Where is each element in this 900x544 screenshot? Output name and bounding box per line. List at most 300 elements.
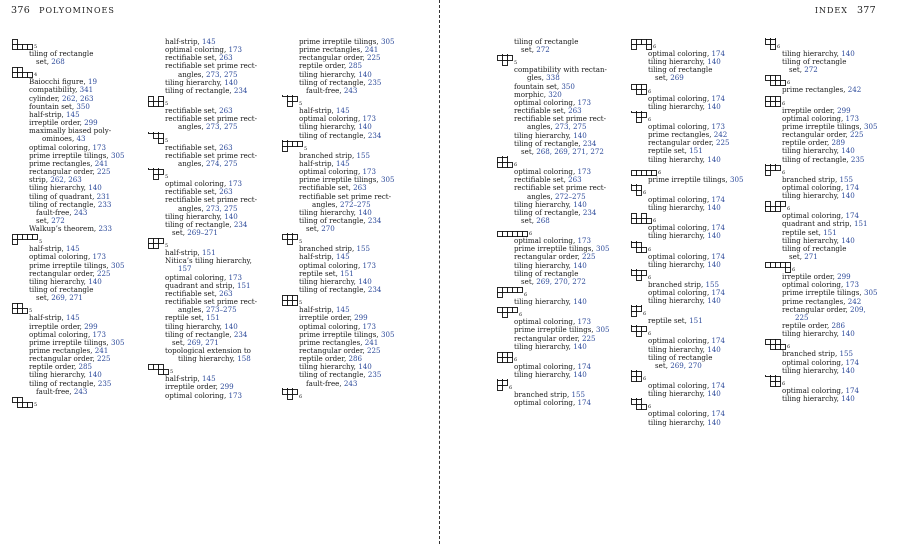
entry-term: optimal coloring, (514, 399, 578, 408)
page-reference[interactable]: 174 (845, 386, 860, 395)
page-reference[interactable]: 241 (364, 46, 379, 55)
page-reference[interactable]: 225 (367, 54, 381, 63)
page-reference[interactable]: 173 (228, 391, 243, 400)
index-entry (631, 390, 759, 398)
page-reference[interactable]: 173 (577, 98, 592, 107)
page-reference[interactable]: 286 (348, 355, 363, 364)
page-reference[interactable]: 151 (853, 220, 868, 229)
page-reference[interactable]: 269, 271 (187, 338, 219, 347)
page-reference[interactable]: 140 (358, 363, 372, 372)
page-reference[interactable]: 155 (571, 391, 586, 400)
polyomino-cell (13, 397, 18, 402)
index-entry (148, 392, 276, 400)
page-reference[interactable]: 140 (224, 322, 238, 331)
page-reference[interactable]: 268 (51, 58, 65, 67)
page-reference[interactable]: 305 (595, 245, 610, 254)
page-reference[interactable]: 285 (78, 363, 93, 372)
page-reference[interactable]: 269–271 (187, 228, 218, 237)
entry-term: reptile order, (782, 322, 832, 331)
page-reference[interactable]: 273–275 (205, 306, 237, 315)
entry-term: tiling hierarchy, (165, 78, 225, 87)
page-reference[interactable]: 299 (837, 106, 851, 115)
index-entry (12, 50, 140, 58)
page-reference[interactable]: 140 (88, 184, 102, 193)
entry-term: tiling hierarchy, (782, 395, 842, 403)
page-reference[interactable]: 234 (367, 216, 382, 225)
page-reference[interactable]: 140 (358, 123, 372, 132)
polyomino-cell (637, 112, 642, 117)
page-reference[interactable]: 263 (219, 188, 233, 197)
page-reference[interactable]: 174 (711, 195, 726, 204)
page-reference[interactable]: 242 (713, 131, 728, 140)
entry-term: reptile set, (648, 147, 690, 156)
polyomino-icon-6 (631, 213, 652, 224)
page-reference[interactable]: 158 (237, 355, 251, 364)
index-entry (497, 262, 625, 270)
page-reference[interactable]: 289 (831, 139, 846, 148)
polyomino-cell (18, 235, 23, 240)
polyomino-heading (631, 241, 759, 253)
page-reference[interactable]: 242 (847, 297, 862, 306)
page-reference[interactable]: 270 (321, 225, 335, 234)
page-reference[interactable]: 151 (206, 314, 220, 323)
polyomino-cell (159, 365, 164, 370)
polyomino-cell (18, 45, 23, 50)
index-entry (765, 212, 893, 220)
polyomino-cell (503, 61, 508, 66)
entry-term: optimal coloring, (782, 281, 846, 290)
index-subentry (12, 58, 140, 66)
page-reference[interactable]: 174 (845, 183, 860, 192)
polyomino-cell (781, 345, 786, 350)
page-reference[interactable]: 145 (202, 38, 216, 46)
page-reference[interactable]: 350 (561, 82, 575, 91)
page-reference[interactable]: 225 (795, 313, 809, 322)
page-reference[interactable]: 225 (582, 334, 596, 343)
page-reference[interactable]: 140 (841, 366, 855, 375)
polyomino-cell (149, 97, 154, 102)
page-reference[interactable]: 174 (577, 362, 592, 371)
page-reference[interactable]: 140 (707, 232, 721, 241)
page-reference[interactable]: 173 (577, 168, 592, 177)
index-entry (765, 123, 893, 131)
entry-term: prime irreptile tilings, (299, 330, 381, 339)
page-reference[interactable]: 235 (850, 155, 865, 164)
page-reference[interactable]: 151 (236, 281, 251, 290)
page-reference[interactable]: 174 (711, 224, 726, 233)
entry-term: tiling of rectangle, (165, 86, 234, 95)
page-reference[interactable]: 174 (711, 382, 726, 391)
index-entry (765, 156, 893, 164)
page-reference[interactable]: 305 (380, 176, 395, 185)
page-reference[interactable]: 341 (79, 86, 94, 95)
entry-term: prime irreptile tilings, (299, 38, 381, 46)
page-reference[interactable]: 225 (97, 269, 111, 278)
page-reference[interactable]: 140 (358, 277, 372, 286)
index-subentry (497, 278, 625, 286)
page-reference[interactable]: 140 (841, 50, 855, 58)
page-reference[interactable]: 140 (573, 371, 587, 379)
page-reference[interactable]: 231 (96, 192, 111, 201)
page-reference[interactable]: 243 (343, 379, 358, 388)
page-reference[interactable]: 174 (711, 50, 726, 58)
page-reference[interactable]: 243 (73, 387, 88, 396)
entry-term: rectifiable set, (165, 107, 220, 116)
index-entry (765, 245, 893, 253)
page-reference[interactable]: 262, 263 (61, 94, 94, 103)
polyomino-cell (498, 293, 503, 298)
polyomino-icon-6 (631, 184, 642, 196)
page-reference[interactable]: 305 (110, 338, 125, 347)
page-reference[interactable]: 173 (362, 322, 377, 331)
entry-term: prime rectangles, (782, 86, 848, 95)
page-reference[interactable]: 272 (536, 46, 550, 55)
index-entry (497, 371, 625, 379)
page-reference[interactable]: 140 (707, 418, 721, 427)
polyomino-heading (765, 38, 893, 50)
entry-term: tiling hierarchy, (299, 123, 359, 132)
page-reference[interactable]: 286 (831, 322, 846, 331)
page-reference[interactable]: 263 (219, 289, 233, 298)
page-reference[interactable]: 174 (711, 337, 726, 346)
page-reference[interactable]: 234 (582, 139, 597, 148)
page-reference[interactable]: 269, 271 (51, 294, 83, 303)
page-reference[interactable]: 145 (336, 253, 350, 262)
entry-term: reptile set, (299, 269, 341, 278)
polyomino-order-subscript: 6 (648, 274, 652, 281)
page-reference[interactable]: 140 (841, 330, 855, 339)
entry-term: tiling of rectangle, (299, 78, 368, 87)
right-page-number: 377 (856, 5, 876, 16)
page-reference[interactable]: 272–275 (554, 192, 586, 201)
page-reference[interactable]: 263 (568, 176, 582, 185)
page-reference[interactable]: 140 (841, 236, 855, 245)
page-reference[interactable]: 243 (73, 208, 88, 217)
page-reference[interactable]: 243 (343, 86, 358, 95)
page-reference[interactable]: 140 (707, 345, 721, 354)
page-reference[interactable]: 299 (220, 383, 234, 392)
page-reference[interactable]: 234 (367, 131, 382, 140)
polyomino-cell (159, 170, 164, 175)
page-reference[interactable]: 269 (670, 74, 684, 83)
page-reference[interactable]: 305 (595, 326, 610, 335)
entry-term: optimal coloring, (299, 115, 363, 124)
page-reference[interactable]: 305 (380, 330, 395, 339)
page-reference[interactable]: 235 (97, 379, 112, 388)
entry-term: half-strip, (29, 245, 67, 254)
index-entry (497, 99, 625, 107)
entry-term: reptile order, (782, 139, 832, 148)
page-reference[interactable]: 151 (340, 269, 354, 278)
page-reference[interactable]: 155 (356, 245, 371, 254)
index-continuation (497, 123, 625, 131)
page-reference[interactable]: 271 (804, 252, 818, 261)
page-reference[interactable]: 174 (577, 399, 592, 408)
page-reference[interactable]: 140 (573, 200, 587, 209)
page-reference[interactable]: 241 (364, 338, 379, 347)
page-reference[interactable]: 268, 269, 271, 272 (536, 147, 604, 156)
page-reference[interactable]: 305 (729, 175, 744, 184)
page-reference[interactable]: 145 (336, 159, 350, 168)
page-reference[interactable]: 305 (110, 151, 125, 160)
polyomino-icon-5 (148, 238, 164, 249)
page-reference[interactable]: 174 (711, 94, 726, 103)
page-reference[interactable]: 140 (841, 395, 855, 403)
index-entry (765, 350, 893, 358)
page-reference[interactable]: 235 (367, 371, 382, 380)
polyomino-cell (159, 239, 164, 244)
page-reference[interactable]: 173 (362, 261, 377, 270)
polyomino-cell (632, 400, 637, 405)
page-reference[interactable]: 19 (87, 78, 97, 87)
polyomino-cell (498, 381, 503, 386)
entry-term: optimal coloring, (299, 322, 363, 331)
page-reference[interactable]: 173 (577, 318, 592, 327)
page-reference[interactable]: 151 (823, 228, 837, 237)
index-entry (148, 221, 276, 229)
page-reference[interactable]: 173 (711, 122, 726, 131)
page-reference[interactable]: 173 (577, 237, 592, 246)
page-reference[interactable]: 305 (863, 122, 878, 131)
page-reference[interactable]: 140 (88, 277, 102, 286)
page-reference[interactable]: 299 (837, 273, 851, 282)
page-reference[interactable]: 173 (362, 115, 377, 124)
page-reference[interactable]: 299 (84, 119, 98, 128)
entry-term: optimal coloring, (648, 288, 712, 297)
polyomino-cell (498, 308, 503, 313)
page-reference[interactable]: 155 (705, 280, 720, 289)
page-reference[interactable]: 305 (380, 38, 395, 46)
polyomino-icon-6 (631, 39, 652, 50)
page-reference[interactable]: 263 (568, 107, 582, 116)
index-subentry (765, 253, 893, 261)
page-reference[interactable]: 234 (367, 286, 382, 295)
page-reference[interactable]: 269, 270 (670, 361, 702, 370)
index-column-4 (497, 38, 625, 407)
polyomino-heading (631, 269, 759, 281)
page-reference[interactable]: 262, 263 (50, 176, 82, 185)
entry-term: set, (521, 277, 537, 286)
page-reference[interactable]: 263 (219, 107, 233, 116)
page-reference[interactable]: 140 (707, 204, 721, 213)
polyomino-cell (149, 102, 154, 107)
page-reference[interactable]: 174 (711, 288, 726, 297)
page-reference[interactable]: 299 (84, 322, 98, 331)
page-reference[interactable]: 305 (863, 289, 878, 298)
page-reference[interactable]: 43 (76, 135, 86, 144)
page-reference[interactable]: 338 (546, 74, 560, 83)
page-reference[interactable]: 145 (336, 107, 350, 116)
page-reference[interactable]: 140 (358, 208, 372, 217)
entry-term: rectifiable set prime rect- (165, 62, 258, 71)
polyomino-cell (283, 141, 288, 146)
entry-term: optimal coloring, (165, 273, 229, 282)
page-reference[interactable]: 263 (353, 184, 367, 193)
page-reference[interactable]: 269, 270, 272 (536, 277, 586, 286)
polyomino-heading (631, 111, 759, 123)
page-reference[interactable]: 145 (66, 110, 80, 119)
page-reference[interactable]: 140 (707, 102, 721, 111)
page-reference[interactable]: 234 (233, 330, 248, 339)
entry-term: reptile set, (165, 314, 207, 323)
polyomino-cell (642, 270, 647, 275)
polyomino-cell (503, 313, 508, 318)
entry-term: optimal coloring, (29, 330, 93, 339)
page-reference[interactable]: 173 (845, 114, 860, 123)
page-reference[interactable]: 173 (228, 46, 243, 55)
page-reference[interactable]: 151 (202, 249, 216, 258)
page-reference[interactable]: 173 (92, 143, 107, 152)
entry-term: tiling hierarchy, (648, 58, 708, 67)
entry-term: tiling hierarchy, (782, 330, 842, 339)
page-reference[interactable]: 174 (711, 410, 726, 419)
polyomino-cell (771, 96, 776, 101)
polyomino-cell (632, 219, 637, 224)
page-reference[interactable]: 151 (689, 147, 703, 156)
page-reference[interactable]: 173 (92, 253, 107, 262)
polyomino-order-subscript: 5 (165, 137, 169, 144)
page-reference[interactable]: 273, 275 (554, 123, 587, 132)
page-reference[interactable]: 174 (711, 252, 726, 261)
polyomino-heading (282, 140, 410, 152)
page-reference[interactable]: 140 (88, 371, 102, 380)
page-reference[interactable]: 299 (354, 314, 368, 323)
page-reference[interactable]: 140 (707, 260, 721, 269)
polyomino-cell (23, 235, 28, 240)
page-reference[interactable]: 173 (92, 330, 107, 339)
polyomino-order-subscript: 4 (34, 72, 38, 79)
index-entry (148, 107, 276, 115)
page-reference[interactable]: 209, (850, 305, 866, 314)
polyomino-heading (282, 233, 410, 245)
index-subentry (12, 209, 140, 217)
page-reference[interactable]: 273, 275 (205, 70, 238, 79)
polyomino-heading (497, 54, 625, 66)
page-reference[interactable]: 140 (573, 342, 587, 351)
page-reference[interactable]: 225 (716, 139, 730, 148)
polyomino-cell (293, 141, 298, 146)
index-entry (765, 367, 893, 375)
page-reference[interactable]: 225 (97, 168, 111, 177)
page-reference[interactable]: 157 (178, 265, 192, 274)
page-reference[interactable]: 320 (548, 90, 562, 99)
page-reference[interactable]: 241 (94, 159, 109, 168)
page-reference[interactable]: 145 (336, 306, 350, 315)
index-continuation (148, 265, 276, 273)
page-reference[interactable]: 174 (845, 212, 860, 221)
entry-term: morphic, (514, 90, 549, 99)
page-reference[interactable]: 140 (224, 78, 238, 87)
index-entry (497, 132, 625, 140)
index-entry (497, 140, 625, 148)
page-reference[interactable]: 273, 275 (205, 123, 238, 132)
page-reference[interactable]: 235 (367, 78, 382, 87)
page-reference[interactable]: 140 (224, 212, 238, 221)
index-entry (282, 323, 410, 331)
page-reference[interactable]: 140 (841, 192, 855, 201)
page-reference[interactable]: 272 (51, 216, 65, 225)
page-reference[interactable]: 140 (707, 297, 721, 306)
page-reference[interactable]: 285 (348, 62, 363, 71)
page-reference[interactable]: 173 (362, 168, 377, 177)
page-reference[interactable]: 140 (707, 58, 721, 67)
polyomino-cell (503, 308, 508, 313)
page-reference[interactable]: 140 (707, 155, 721, 164)
page-reference[interactable]: 173 (228, 180, 243, 189)
page-reference[interactable]: 234 (233, 86, 248, 95)
polyomino-icon-5 (282, 233, 298, 245)
page-reference[interactable]: 272–275 (339, 200, 371, 209)
page-reference[interactable]: 174 (845, 358, 860, 367)
page-reference[interactable]: 273, 275 (205, 204, 238, 213)
page-reference[interactable]: 274, 275 (205, 159, 238, 168)
page-reference[interactable]: 263 (219, 143, 233, 152)
page-reference[interactable]: 268 (536, 216, 550, 225)
page-reference[interactable]: 173 (228, 273, 243, 282)
page-reference[interactable]: 305 (110, 261, 125, 270)
polyomino-order-subscript: 6 (648, 116, 652, 123)
page-reference[interactable]: 155 (356, 151, 371, 160)
polyomino-cell (523, 232, 528, 237)
page-reference[interactable]: 140 (707, 390, 721, 399)
page-reference[interactable]: 145 (66, 245, 80, 254)
entry-term: rectifiable set, (165, 188, 220, 197)
polyomino-heading (12, 38, 140, 50)
polyomino-cell (776, 376, 781, 381)
page-reference[interactable]: 140 (573, 131, 587, 140)
entry-term: rectifiable set prime rect- (299, 192, 392, 201)
page-reference[interactable]: 145 (66, 314, 80, 323)
page-reference[interactable]: 241 (94, 347, 109, 355)
page-reference[interactable]: 225 (367, 347, 381, 355)
page-reference[interactable]: 272 (804, 66, 818, 75)
page-reference[interactable]: 140 (573, 298, 587, 307)
page-reference[interactable]: 140 (841, 147, 855, 156)
page-reference[interactable]: 225 (850, 131, 864, 140)
page-reference[interactable]: 151 (689, 317, 703, 326)
polyomino-order-subscript: 6 (787, 344, 791, 351)
page-reference[interactable]: 263 (219, 54, 233, 63)
polyomino-order-subscript: 6 (648, 331, 652, 338)
page-reference[interactable]: 155 (839, 175, 854, 184)
page-reference[interactable]: 242 (847, 86, 862, 95)
page-reference[interactable]: 140 (358, 70, 372, 79)
entry-term: tiling hierarchy, (782, 236, 842, 245)
page-reference[interactable]: 234 (582, 208, 597, 217)
page-reference[interactable]: 234 (233, 220, 248, 229)
polyomino-cell (149, 132, 154, 134)
page-reference[interactable]: 155 (839, 350, 854, 359)
page-reference[interactable]: 225 (97, 355, 111, 364)
polyomino-order-subscript: 6 (524, 292, 528, 299)
page-reference[interactable]: 140 (573, 261, 587, 270)
index-entry (148, 79, 276, 87)
page-reference[interactable]: 145 (202, 375, 216, 384)
entry-term: prime rectangles, (648, 131, 714, 140)
page-reference[interactable]: 233 (97, 200, 112, 209)
index-entry (765, 237, 893, 245)
index-entry (631, 337, 759, 345)
polyomino-icon-5 (12, 39, 33, 50)
page-reference[interactable]: 225 (582, 253, 596, 262)
page-reference[interactable]: 173 (845, 281, 860, 290)
page-reference[interactable]: 233 (98, 225, 112, 234)
index-entry (282, 347, 410, 355)
page-reference[interactable]: 350 (76, 102, 90, 111)
entry-term: tiling hierarchy, (648, 260, 708, 269)
entry-term: rectifiable set, (514, 107, 569, 116)
polyomino-cell (18, 309, 23, 314)
